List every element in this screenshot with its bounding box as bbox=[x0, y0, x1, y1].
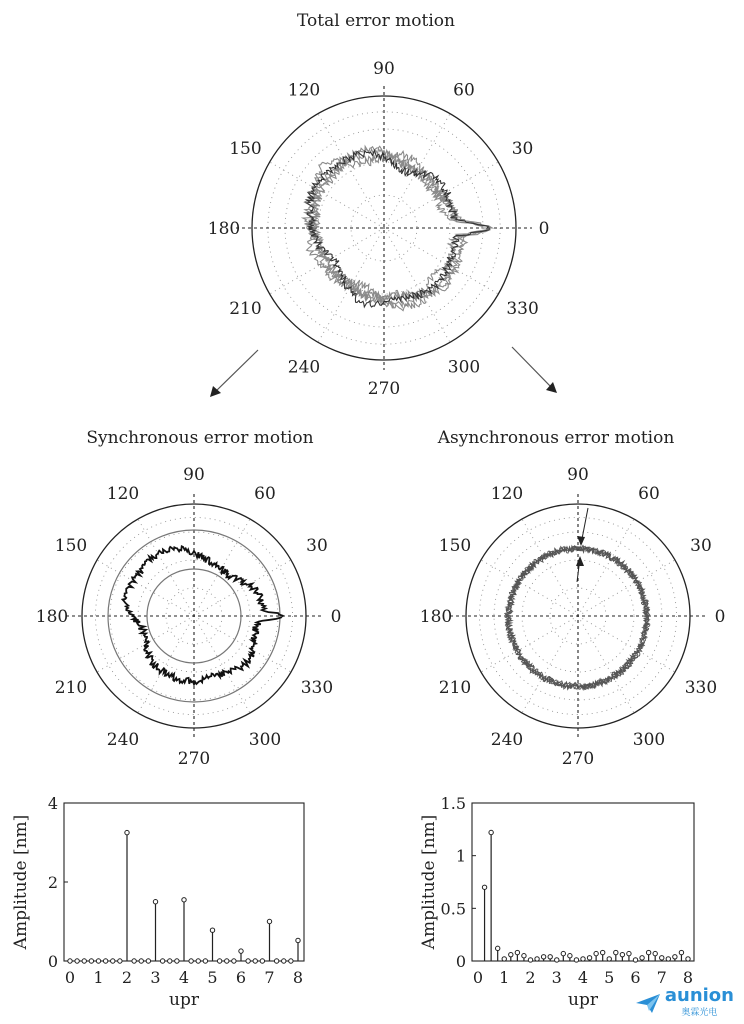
angle-label-180: 180 bbox=[35, 607, 69, 627]
polar-grid-spoke bbox=[194, 560, 291, 616]
angle-label-90: 90 bbox=[373, 59, 395, 79]
stem-marker bbox=[260, 959, 264, 963]
x-tick-label: 8 bbox=[292, 968, 304, 987]
stem-marker bbox=[627, 951, 631, 955]
angle-label-330: 330 bbox=[300, 678, 334, 698]
stem-marker bbox=[132, 959, 136, 963]
angle-label-240: 240 bbox=[287, 357, 321, 378]
polar-plot-asynchronous bbox=[420, 465, 726, 769]
stem-marker bbox=[574, 958, 578, 962]
angle-label-270: 270 bbox=[367, 379, 401, 399]
watermark-brand: aunion bbox=[664, 985, 734, 1006]
y-tick-label: 0.5 bbox=[440, 899, 466, 919]
angle-label-330: 330 bbox=[506, 299, 539, 319]
chart-title-asynchronous: Asynchronous error motion bbox=[437, 428, 675, 448]
stem-marker bbox=[68, 959, 72, 963]
y-tick-label: 2 bbox=[47, 873, 58, 892]
stem-marker bbox=[217, 959, 221, 963]
polar-plot-total bbox=[208, 59, 550, 399]
total-error-trace bbox=[303, 151, 487, 310]
stem-marker bbox=[282, 959, 286, 963]
polar-grid-spoke bbox=[481, 616, 578, 672]
stem-marker bbox=[203, 959, 207, 963]
stem-marker bbox=[182, 898, 186, 902]
x-tick-label: 2 bbox=[121, 968, 133, 987]
angle-label-0: 0 bbox=[330, 607, 342, 627]
y-tick-label: 1 bbox=[455, 846, 466, 866]
x-tick-label: 6 bbox=[235, 968, 247, 987]
angle-label-60: 60 bbox=[453, 80, 475, 101]
stem-marker bbox=[666, 957, 670, 961]
stem-marker bbox=[289, 959, 293, 963]
stem-marker bbox=[594, 951, 598, 955]
stem-marker bbox=[175, 959, 179, 963]
x-tick-label: 8 bbox=[682, 968, 694, 987]
stem-marker bbox=[246, 959, 250, 963]
x-tick-label: 6 bbox=[630, 968, 641, 987]
stem-marker bbox=[196, 959, 200, 963]
stem-marker bbox=[210, 928, 214, 932]
x-tick-label: 4 bbox=[577, 968, 589, 987]
stem-marker bbox=[581, 957, 585, 961]
stem-marker bbox=[296, 938, 300, 942]
angle-label-210: 210 bbox=[54, 678, 88, 698]
stem-marker bbox=[568, 954, 572, 958]
stem-marker bbox=[548, 955, 552, 959]
stem-marker bbox=[600, 950, 604, 954]
x-tick-label: 1 bbox=[93, 968, 104, 987]
polar-plot-synchronous bbox=[36, 465, 342, 769]
stem-marker bbox=[633, 958, 637, 962]
stem-marker bbox=[103, 959, 107, 963]
async-width-arrowhead-bottom bbox=[576, 556, 584, 566]
stem-marker bbox=[607, 957, 611, 961]
angle-label-300: 300 bbox=[447, 357, 481, 378]
stem-marker bbox=[679, 950, 683, 954]
angle-label-120: 120 bbox=[490, 484, 524, 505]
chart-title-synchronous: Synchronous error motion bbox=[86, 428, 314, 448]
x-tick-label: 3 bbox=[150, 968, 161, 987]
stem-marker bbox=[160, 959, 164, 963]
y-axis-label: Amplitude [nm] bbox=[11, 814, 31, 950]
stem-marker bbox=[522, 954, 526, 958]
y-tick-label: 0 bbox=[455, 952, 466, 971]
stem-marker bbox=[653, 951, 657, 955]
x-tick-label: 2 bbox=[525, 968, 536, 987]
stem-marker bbox=[620, 952, 624, 956]
stem-marker bbox=[75, 959, 79, 963]
y-axis-label: Amplitude [nm] bbox=[419, 814, 439, 950]
stem-marker bbox=[96, 959, 100, 963]
stem-marker bbox=[587, 956, 591, 960]
angle-label-150: 150 bbox=[229, 139, 262, 159]
stem-marker bbox=[660, 956, 664, 960]
angle-label-60: 60 bbox=[638, 484, 660, 505]
x-tick-label: 7 bbox=[264, 968, 275, 987]
stem-plot-synchronous bbox=[11, 794, 304, 1010]
angle-label-330: 330 bbox=[684, 678, 718, 698]
x-tick-label: 0 bbox=[64, 968, 76, 987]
chart-title-total: Total error motion bbox=[297, 11, 455, 31]
stem-marker bbox=[515, 950, 519, 954]
stem-marker bbox=[673, 955, 677, 959]
stem-marker bbox=[253, 959, 257, 963]
stem-marker bbox=[118, 959, 122, 963]
plot-frame bbox=[472, 803, 694, 961]
angle-label-210: 210 bbox=[229, 299, 262, 319]
watermark bbox=[635, 987, 734, 1018]
stem-marker bbox=[89, 959, 93, 963]
x-tick-label: 5 bbox=[207, 968, 218, 987]
angle-label-90: 90 bbox=[567, 465, 589, 485]
polar-grid-spoke bbox=[97, 560, 194, 616]
x-tick-label: 1 bbox=[499, 968, 510, 987]
stem-plot-asynchronous bbox=[419, 794, 694, 1010]
stem-marker bbox=[232, 959, 236, 963]
stem-marker bbox=[125, 830, 129, 834]
stem-marker bbox=[482, 885, 486, 889]
x-tick-label: 0 bbox=[472, 968, 484, 987]
stem-marker bbox=[535, 957, 539, 961]
angle-label-180: 180 bbox=[207, 219, 241, 239]
y-tick-label: 4 bbox=[47, 794, 58, 813]
angle-label-270: 270 bbox=[561, 749, 595, 769]
stem-marker bbox=[82, 959, 86, 963]
stem-marker bbox=[146, 959, 150, 963]
stem-marker bbox=[528, 958, 532, 962]
stem-marker bbox=[502, 957, 506, 961]
x-axis-label: upr bbox=[169, 990, 199, 1010]
arrow-to-synchronous bbox=[210, 350, 258, 397]
stem-marker bbox=[555, 958, 559, 962]
angle-label-60: 60 bbox=[254, 484, 276, 505]
angle-label-30: 30 bbox=[511, 139, 534, 159]
x-tick-label: 5 bbox=[604, 968, 615, 987]
stem-marker bbox=[239, 949, 243, 953]
x-tick-label: 4 bbox=[178, 968, 190, 987]
watermark-sub: 奥霖光电 bbox=[681, 1008, 718, 1018]
stem-marker bbox=[267, 919, 271, 923]
polar-grid-spoke bbox=[194, 616, 250, 713]
stem-marker bbox=[614, 950, 618, 954]
angle-label-300: 300 bbox=[632, 729, 666, 750]
stem-marker bbox=[274, 959, 278, 963]
stem-marker bbox=[225, 959, 229, 963]
paper-plane-icon bbox=[635, 992, 661, 1014]
angle-label-270: 270 bbox=[177, 749, 211, 769]
y-tick-label: 0 bbox=[47, 952, 58, 971]
stem-marker bbox=[489, 830, 493, 834]
stem-marker bbox=[189, 959, 193, 963]
stem-marker bbox=[509, 952, 513, 956]
stem-marker bbox=[153, 900, 157, 904]
x-axis-label: upr bbox=[568, 990, 598, 1010]
angle-label-210: 210 bbox=[438, 678, 472, 698]
x-tick-label: 7 bbox=[656, 968, 667, 987]
angle-label-0: 0 bbox=[538, 219, 550, 239]
polar-grid-spoke bbox=[384, 228, 498, 294]
angle-label-90: 90 bbox=[183, 465, 205, 485]
stem-marker bbox=[646, 950, 650, 954]
stem-marker bbox=[139, 959, 143, 963]
stem-marker bbox=[111, 959, 115, 963]
angle-label-300: 300 bbox=[248, 729, 282, 750]
angle-label-120: 120 bbox=[106, 484, 140, 505]
angle-label-120: 120 bbox=[287, 80, 321, 101]
polar-grid-spoke bbox=[384, 162, 498, 228]
stem-marker bbox=[686, 957, 690, 961]
stem-marker bbox=[561, 951, 565, 955]
y-tick-label: 1.5 bbox=[440, 794, 466, 813]
arrow-to-asynchronous bbox=[512, 347, 557, 393]
angle-label-240: 240 bbox=[490, 729, 524, 750]
stem-marker bbox=[541, 955, 545, 959]
angle-label-30: 30 bbox=[690, 536, 712, 556]
angle-label-180: 180 bbox=[419, 607, 453, 627]
stem-marker bbox=[640, 956, 644, 960]
angle-label-150: 150 bbox=[438, 536, 472, 556]
polar-grid-spoke bbox=[138, 519, 194, 616]
x-tick-label: 3 bbox=[551, 968, 562, 987]
angle-label-0: 0 bbox=[714, 607, 726, 627]
angle-label-30: 30 bbox=[306, 536, 328, 556]
angle-label-150: 150 bbox=[54, 536, 88, 556]
stem-marker bbox=[168, 959, 172, 963]
stem-marker bbox=[495, 946, 499, 950]
angle-label-240: 240 bbox=[106, 729, 140, 750]
